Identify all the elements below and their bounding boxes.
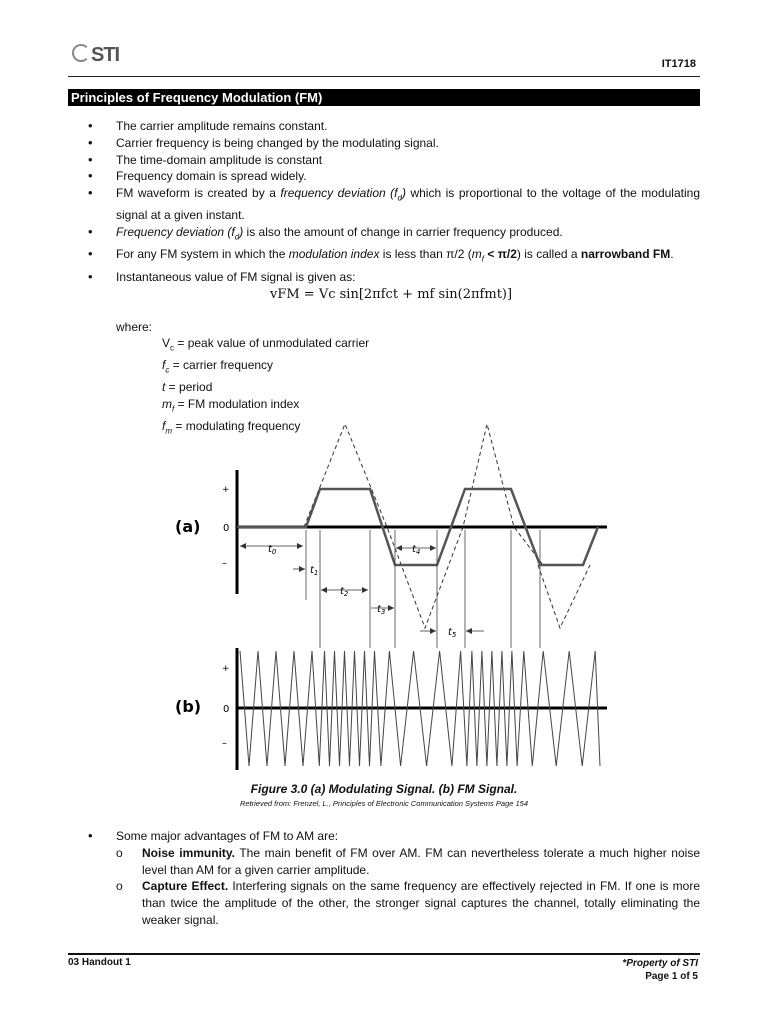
bullet-text: The carrier amplitude remains constant.: [116, 119, 328, 133]
fm-formula: vFM = Vc sin[2πfct + mf sin(2πfmt)]: [270, 287, 513, 302]
advantage-title: Capture Effect.: [142, 879, 229, 894]
bullet-condition: < π/2: [484, 247, 517, 262]
t3-t: t: [377, 604, 381, 615]
bullet-emphasis-end: ): [239, 225, 244, 240]
def-text: = FM modulation index: [174, 397, 300, 412]
bullet-emphasis: frequency deviation (f: [280, 186, 398, 201]
t1-sub: 1: [313, 569, 319, 577]
section-title: Principles of Frequency Modulation (FM): [68, 89, 700, 106]
list-item: [116, 878, 700, 928]
label-a: (a): [175, 517, 201, 536]
list-item: [116, 845, 700, 879]
fm-signal-plot: [175, 648, 607, 770]
arrow-head: [388, 605, 394, 611]
bullet-text: The time-domain amplitude is constant: [116, 152, 323, 167]
list-item: [68, 828, 700, 929]
bullet-text: FM waveform is created by a: [116, 186, 281, 201]
arrow-head: [362, 587, 368, 593]
minus-b: –: [222, 738, 227, 749]
t5-label: [448, 627, 457, 639]
bullet-text: Carrier frequency is being changed by the modulating signal.: [116, 135, 439, 150]
bullet-text: is less than π/2 (: [379, 247, 472, 262]
footer-rule: [68, 953, 700, 955]
bullet-text: which is proportional to the voltage of the modulating signal at a given instant.: [116, 186, 700, 223]
advantages-intro: Some major advantages of FM to AM are:: [116, 829, 339, 843]
footer-handout: 03 Handout 1: [68, 957, 131, 968]
advantage-text: The main benefit of FM over AM. FM can nevertheless tolerate a much higher noise level than AM for a given carrier amplitude.: [142, 845, 700, 877]
bullet-emphasis-end: ): [401, 186, 406, 201]
def-text: = carrier frequency: [169, 358, 274, 373]
def-text: = peak value of unmodulated carrier: [174, 336, 370, 350]
t1-label: [310, 565, 318, 577]
def-subscript: m: [165, 426, 173, 436]
bullet-emphasis: modulation index: [288, 247, 380, 262]
def-symbol: f: [162, 419, 166, 434]
bullet-text: is also the amount of change in carrier frequency produced.: [243, 225, 563, 240]
bullet-text: ) is called a: [516, 247, 581, 262]
arrow-head: [430, 628, 436, 634]
zero-a: 0: [223, 523, 230, 534]
bullet-text: .: [670, 247, 674, 262]
minus-a: –: [222, 558, 227, 569]
def-text: = period: [165, 380, 213, 395]
arrow-head: [466, 628, 472, 634]
t4-t: t: [412, 544, 416, 555]
arrow-head: [299, 566, 305, 572]
def-text: = modulating frequency: [172, 419, 301, 434]
bullet-text: For any FM system in which the: [116, 247, 289, 262]
arrow-head: [297, 543, 303, 549]
def-symbol: m: [162, 397, 172, 412]
t2-t: t: [340, 586, 344, 597]
t4-label: [412, 544, 420, 556]
label-b: (b): [175, 697, 202, 716]
bullet-subscript: d: [234, 232, 240, 242]
unclipped-triangle-dashed-2: [538, 565, 590, 628]
zero-b: 0: [223, 704, 230, 715]
footer-right: [622, 957, 698, 983]
bullet-emphasis: Frequency deviation (f: [116, 225, 235, 240]
def-symbol: V: [162, 336, 171, 350]
bullet-text: Instantaneous value of FM signal is given as:: [116, 269, 356, 284]
arrow-head: [430, 545, 436, 551]
bullet-symbol: m: [471, 247, 482, 262]
advantage-title: Noise immunity.: [142, 845, 236, 860]
arrow-head: [321, 587, 327, 593]
advantages-list: [68, 828, 700, 929]
t5-t: t: [448, 627, 452, 638]
def-symbol: f: [162, 358, 166, 373]
t2-sub: 2: [343, 590, 349, 598]
t2-label: [340, 586, 349, 598]
footer-page: Page 1 of 5: [645, 971, 698, 982]
arrow-head: [396, 545, 402, 551]
def-subscript: f: [172, 404, 175, 414]
def-symbol: t: [162, 380, 166, 395]
plus-a: +: [222, 485, 230, 495]
t4-sub: 4: [415, 548, 421, 556]
def-subscript: c: [165, 365, 170, 375]
bullet-bold: narrowband FM: [580, 247, 671, 262]
t0-sub: 0: [271, 548, 277, 556]
footer-property: *Property of STI: [622, 958, 698, 969]
modulating-signal-plot: [175, 424, 607, 648]
bullet-subscript: d: [397, 193, 402, 203]
t3-sub: 3: [380, 608, 386, 616]
document-id: IT1718: [661, 58, 696, 70]
bullet-subscript: f: [481, 254, 485, 264]
logo-text: STI: [91, 44, 120, 66]
plus-b: +: [222, 664, 230, 674]
def-subscript: c: [170, 343, 175, 353]
figure-source: Retrieved from: Frenzel, L., Principles of Electronic Communication Systems Page 154: [239, 799, 529, 808]
t1-t: t: [310, 565, 314, 576]
figure-caption: Figure 3.0 (a) Modulating Signal. (b) FM Signal.: [250, 782, 518, 796]
advantages-sublist: [116, 845, 700, 929]
bullet-text: Frequency domain is spread widely.: [116, 169, 307, 184]
t5-sub: 5: [451, 631, 457, 639]
arrow-head: [240, 543, 246, 549]
where-label: where:: [116, 320, 153, 334]
t3-label: [377, 604, 385, 616]
t0-t: t: [268, 544, 272, 555]
advantage-text: Interfering signals on the same frequency are effectively rejected in FM. If one is more than twice the amplitude of the other, the stronger signal captures the channel, totally eliminating the weaker signal.: [142, 879, 700, 927]
